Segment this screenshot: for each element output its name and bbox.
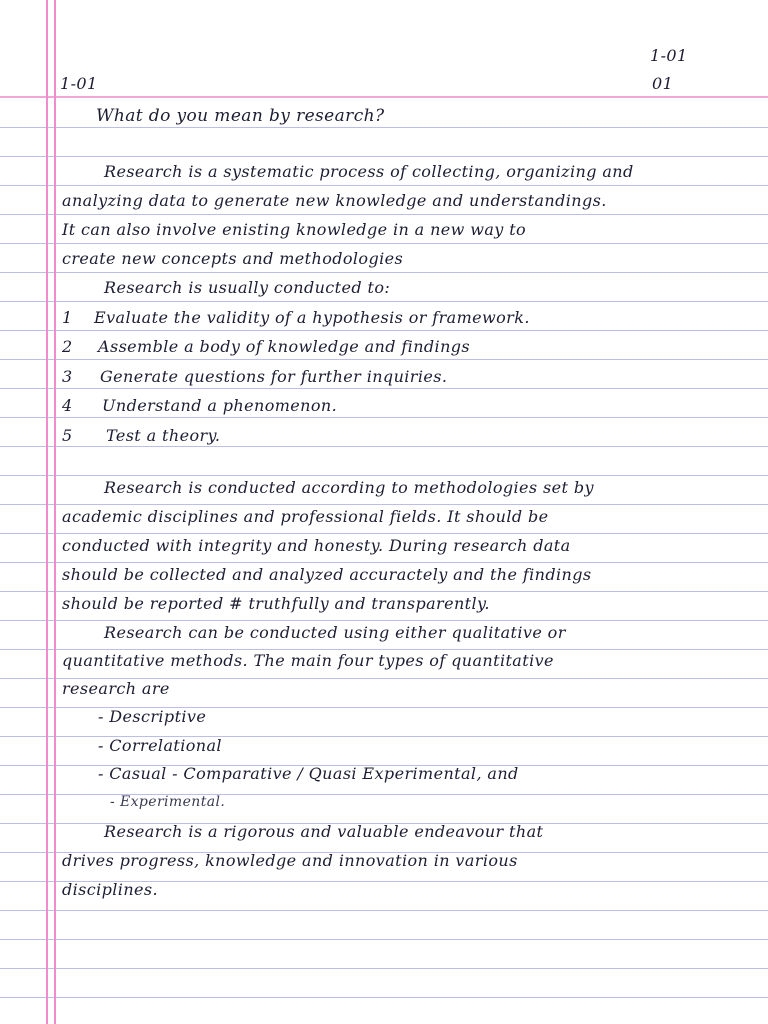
- para2-line: should be reported # truthfully and transparently.: [62, 594, 490, 613]
- para3-line: Research can be conducted using either qualitative or: [104, 623, 566, 642]
- para1-line: It can also involve enisting knowledge in a new way to: [62, 220, 527, 239]
- type-item: - Casual - Comparative / Quasi Experimental, and: [98, 764, 519, 783]
- header-rule: [0, 96, 768, 98]
- para2-line: academic disciplines and professional fields. It should be: [62, 507, 549, 526]
- list-item: Evaluate the validity of a hypothesis or framework.: [94, 308, 530, 327]
- list-item: Understand a phenomenon.: [102, 396, 338, 415]
- para4-line: Research is a rigorous and valuable endeavour that: [104, 822, 544, 841]
- para1-line: create new concepts and methodologies: [62, 249, 404, 268]
- list-number: 4: [62, 396, 73, 415]
- date-left: 1-01: [60, 74, 98, 93]
- para4-line: drives progress, knowledge and innovation in various: [62, 851, 518, 870]
- type-item: - Correlational: [98, 736, 222, 755]
- para1-line: analyzing data to generate new knowledge and understandings.: [62, 191, 607, 210]
- para4-line: disciplines.: [62, 880, 158, 899]
- para2-line: conducted with integrity and honesty. During research data: [62, 536, 571, 555]
- margin-line-left: [46, 0, 48, 1024]
- list-number: 1: [62, 308, 73, 327]
- date-right-2: 01: [652, 74, 674, 93]
- para3-line: quantitative methods. The main four types of quantitative: [62, 651, 554, 670]
- type-item: - Experimental.: [110, 794, 226, 810]
- margin-line-right: [54, 0, 56, 1024]
- list-number: 2: [62, 337, 73, 356]
- para2-line: Research is conducted according to methodologies set by: [104, 478, 594, 497]
- list-item: Test a theory.: [106, 426, 221, 445]
- list-intro: Research is usually conducted to:: [104, 278, 391, 297]
- type-item: - Descriptive: [98, 707, 207, 726]
- para3-line: research are: [62, 679, 170, 698]
- para1-line: Research is a systematic process of collecting, organizing and: [104, 162, 634, 181]
- list-number: 5: [62, 426, 73, 445]
- list-item: Assemble a body of knowledge and findings: [98, 337, 471, 356]
- date-right: 1-01: [650, 46, 688, 65]
- page-title: What do you mean by research?: [96, 106, 385, 126]
- list-number: 3: [62, 367, 73, 386]
- list-item: Generate questions for further inquiries.: [100, 367, 448, 386]
- para2-line: should be collected and analyzed accuractely and the findings: [62, 565, 592, 584]
